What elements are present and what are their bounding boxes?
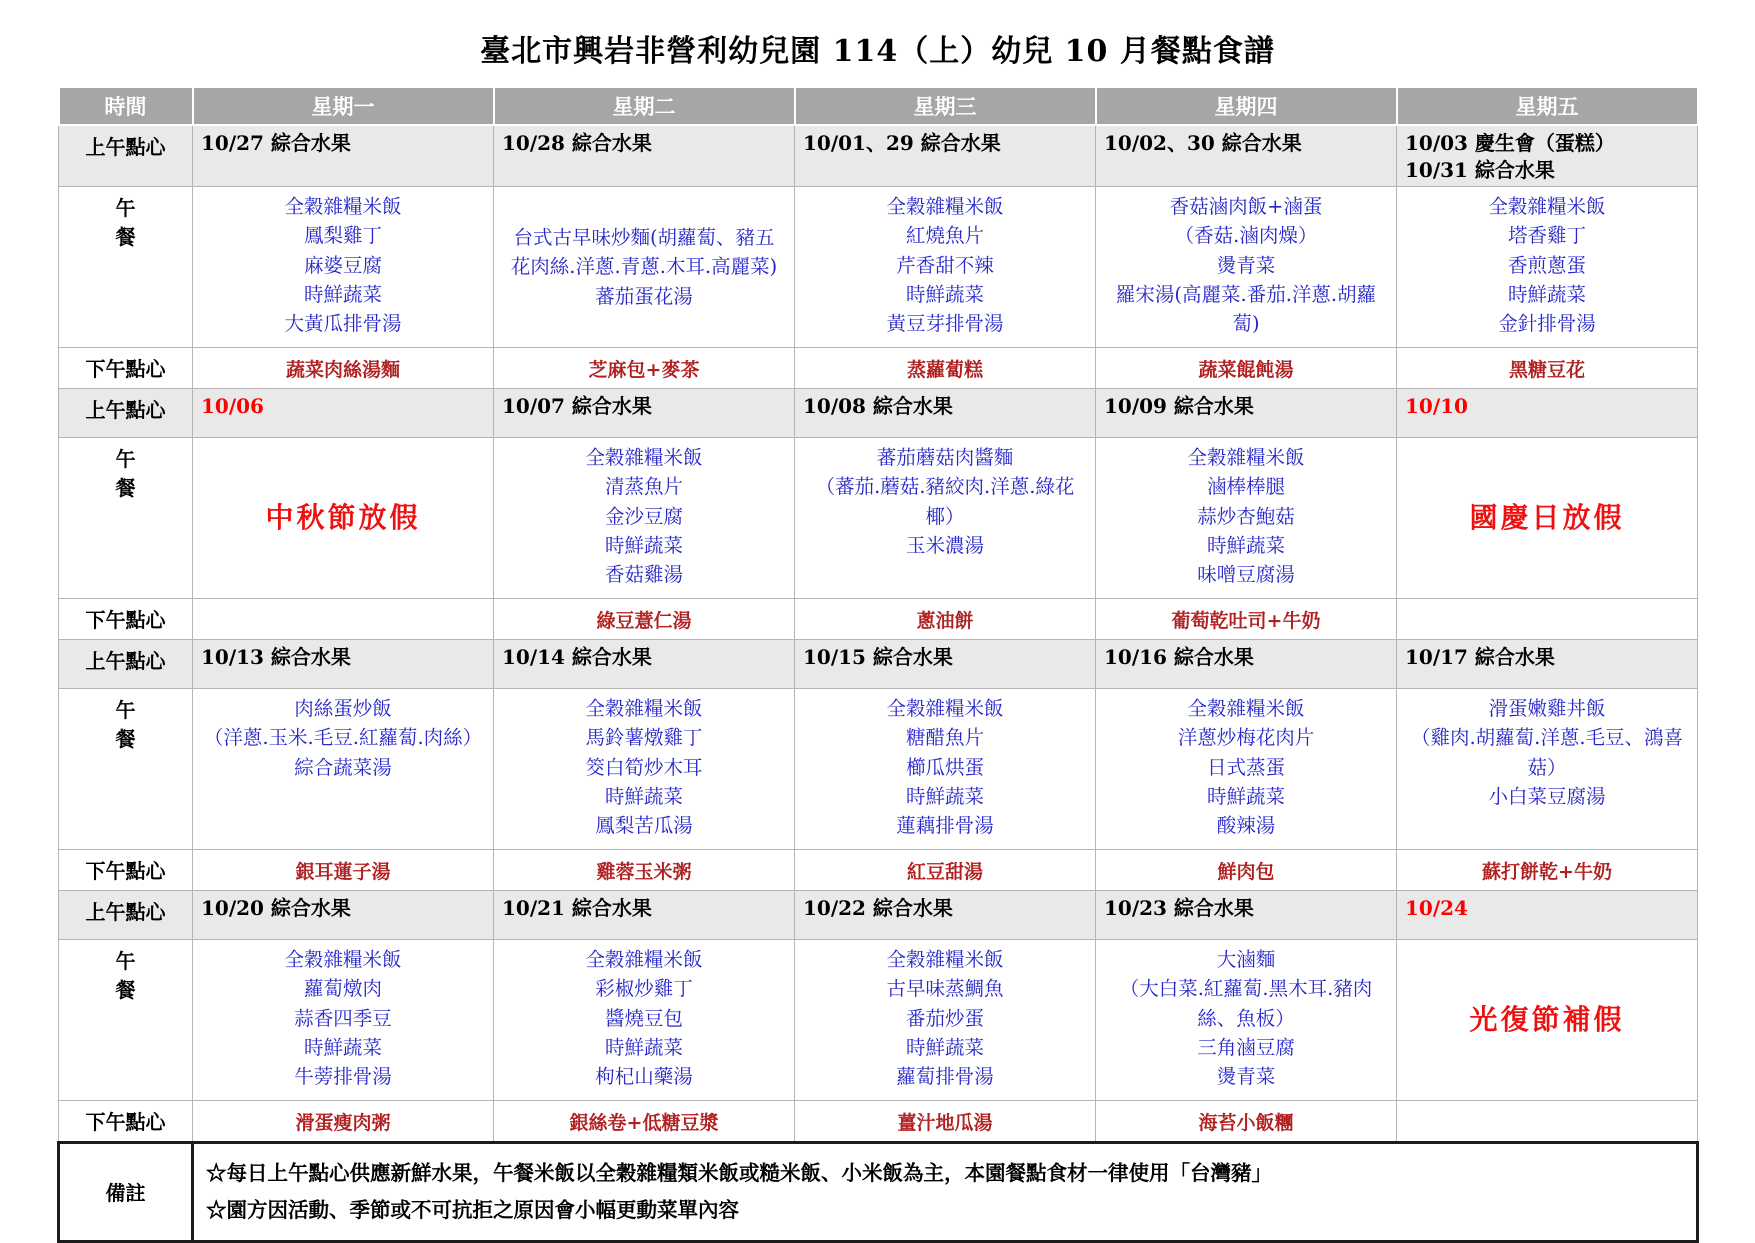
- morning-cell-w3-d2: 10/14 綜合水果: [494, 640, 795, 689]
- page-title: 臺北市興岩非營利幼兒園 114（上）幼兒 10 月餐點食譜: [480, 34, 1275, 69]
- afternoon-snack-row-week4: [59, 1101, 1698, 1143]
- lunch-row-week4: [59, 940, 1698, 1101]
- afternoon-cell-w4-d5: [1397, 1101, 1698, 1143]
- lunch-cell-w4-d1: 全穀雜糧米飯 蘿蔔燉肉 蒜香四季豆 時鮮蔬菜 牛蒡排骨湯: [193, 940, 494, 1101]
- lunch-cell-w1-d1: 全穀雜糧米飯 鳳梨雞丁 麻婆豆腐 時鮮蔬菜 大黃瓜排骨湯: [193, 187, 494, 348]
- morning-snack-row-week2: [59, 389, 1698, 438]
- morning-cell-w4-d5: 10/24: [1397, 891, 1698, 940]
- morning-cell-w4-d3: 10/22 綜合水果: [795, 891, 1096, 940]
- row-label-lunch: 午 餐: [59, 438, 193, 599]
- row-label-morning: 上午點心: [59, 389, 193, 438]
- header-friday: 星期五: [1397, 87, 1698, 125]
- holiday-cell-w2-d1: 中秋節放假: [193, 438, 494, 599]
- morning-cell-w2-d2: 10/07 綜合水果: [494, 389, 795, 438]
- morning-cell-w3-d4: 10/16 綜合水果: [1096, 640, 1397, 689]
- afternoon-cell-w4-d3: 薑汁地瓜湯: [795, 1101, 1096, 1143]
- row-label-morning: 上午點心: [59, 891, 193, 940]
- header-tuesday: 星期二: [494, 87, 795, 125]
- header-time: 時間: [59, 87, 193, 125]
- morning-cell-w4-d2: 10/21 綜合水果: [494, 891, 795, 940]
- morning-snack-row-week4: [59, 891, 1698, 940]
- lunch-cell-w4-d4: 大滷麵 （大白菜.紅蘿蔔.黑木耳.豬肉絲、魚板） 三角滷豆腐 燙青菜: [1096, 940, 1397, 1101]
- afternoon-cell-w1-d2: 芝麻包+麥茶: [494, 348, 795, 389]
- lunch-cell-w3-d5: 滑蛋嫩雞丼飯 （雞肉.胡蘿蔔.洋蔥.毛豆、鴻喜菇） 小白菜豆腐湯: [1397, 689, 1698, 850]
- note-line-2: ☆園方因活動、季節或不可抗拒之原因會小幅更動菜單內容: [206, 1198, 739, 1222]
- row-label-lunch: 午 餐: [59, 187, 193, 348]
- lunch-cell-w2-d3: 蕃茄蘑菇肉醬麵 （蕃茄.蘑菇.豬絞肉.洋蔥.綠花椰） 玉米濃湯: [795, 438, 1096, 599]
- lunch-row-week1: [59, 187, 1698, 348]
- morning-cell-w1-d3: 10/01、29 綜合水果: [795, 125, 1096, 187]
- lunch-cell-w2-d4: 全穀雜糧米飯 滷棒棒腿 蒜炒杏鮑菇 時鮮蔬菜 味噌豆腐湯: [1096, 438, 1397, 599]
- afternoon-cell-w4-d4: 海苔小飯糰: [1096, 1101, 1397, 1143]
- lunch-cell-w1-d3: 全穀雜糧米飯 紅燒魚片 芹香甜不辣 時鮮蔬菜 黃豆芽排骨湯: [795, 187, 1096, 348]
- morning-cell-w1-d5: 10/03 慶生會（蛋糕） 10/31 綜合水果: [1397, 125, 1698, 187]
- afternoon-snack-row-week3: [59, 850, 1698, 891]
- lunch-cell-w1-d2: 台式古早味炒麵(胡蘿蔔、豬五花肉絲.洋蔥.青蔥.木耳.高麗菜) 蕃茄蛋花湯: [494, 187, 795, 348]
- afternoon-cell-w1-d4: 蔬菜餛飩湯: [1096, 348, 1397, 389]
- morning-cell-w2-d1: 10/06: [193, 389, 494, 438]
- header-row: [59, 87, 1698, 125]
- morning-snack-row-week3: [59, 640, 1698, 689]
- morning-cell-w1-d4: 10/02、30 綜合水果: [1096, 125, 1397, 187]
- row-label-lunch: 午 餐: [59, 940, 193, 1101]
- afternoon-cell-w2-d3: 蔥油餅: [795, 599, 1096, 640]
- lunch-cell-w3-d3: 全穀雜糧米飯 糖醋魚片 櫛瓜烘蛋 時鮮蔬菜 蓮藕排骨湯: [795, 689, 1096, 850]
- row-label-lunch: 午 餐: [59, 689, 193, 850]
- afternoon-cell-w2-d5: [1397, 599, 1698, 640]
- lunch-cell-w1-d4: 香菇滷肉飯+滷蛋 （香菇.滷肉燥） 燙青菜 羅宋湯(高麗菜.番茄.洋蔥.胡蘿蔔): [1096, 187, 1397, 348]
- row-label-morning: 上午點心: [59, 640, 193, 689]
- afternoon-cell-w3-d2: 雞蓉玉米粥: [494, 850, 795, 891]
- holiday-cell-w4-d5: 光復節補假: [1397, 940, 1698, 1101]
- lunch-cell-w3-d1: 肉絲蛋炒飯 （洋蔥.玉米.毛豆.紅蘿蔔.肉絲） 綜合蔬菜湯: [193, 689, 494, 850]
- lunch-row-week3: [59, 689, 1698, 850]
- row-label-note: 備註: [59, 1143, 193, 1242]
- afternoon-cell-w3-d3: 紅豆甜湯: [795, 850, 1096, 891]
- header-thursday: 星期四: [1096, 87, 1397, 125]
- afternoon-cell-w1-d1: 蔬菜肉絲湯麵: [193, 348, 494, 389]
- morning-cell-w3-d1: 10/13 綜合水果: [193, 640, 494, 689]
- note-line-1: ☆每日上午點心供應新鮮水果，午餐米飯以全穀雜糧類米飯或糙米飯、小米飯為主，本園餐點食材一律使用「台灣豬」: [206, 1161, 1272, 1186]
- morning-cell-w2-d3: 10/08 綜合水果: [795, 389, 1096, 438]
- note-row: [59, 1143, 1698, 1242]
- lunch-cell-w4-d3: 全穀雜糧米飯 古早味蒸鯛魚 番茄炒蛋 時鮮蔬菜 蘿蔔排骨湯: [795, 940, 1096, 1101]
- lunch-cell-w3-d4: 全穀雜糧米飯 洋蔥炒梅花肉片 日式蒸蛋 時鮮蔬菜 酸辣湯: [1096, 689, 1397, 850]
- morning-cell-w3-d3: 10/15 綜合水果: [795, 640, 1096, 689]
- afternoon-snack-row-week1: [59, 348, 1698, 389]
- row-label-afternoon: 下午點心: [59, 1101, 193, 1143]
- afternoon-cell-w3-d4: 鮮肉包: [1096, 850, 1397, 891]
- afternoon-cell-w4-d1: 滑蛋瘦肉粥: [193, 1101, 494, 1143]
- morning-cell-w1-d2: 10/28 綜合水果: [494, 125, 795, 187]
- morning-cell-w3-d5: 10/17 綜合水果: [1397, 640, 1698, 689]
- lunch-cell-w2-d2: 全穀雜糧米飯 清蒸魚片 金沙豆腐 時鮮蔬菜 香菇雞湯: [494, 438, 795, 599]
- lunch-row-week2: [59, 438, 1698, 599]
- afternoon-cell-w2-d1: [193, 599, 494, 640]
- afternoon-cell-w1-d3: 蒸蘿蔔糕: [795, 348, 1096, 389]
- morning-cell-w2-d5: 10/10: [1397, 389, 1698, 438]
- morning-cell-w2-d4: 10/09 綜合水果: [1096, 389, 1397, 438]
- menu-table: [57, 86, 1699, 1243]
- header-wednesday: 星期三: [795, 87, 1096, 125]
- afternoon-cell-w1-d5: 黑糖豆花: [1397, 348, 1698, 389]
- row-label-afternoon: 下午點心: [59, 348, 193, 389]
- afternoon-cell-w4-d2: 銀絲卷+低糖豆漿: [494, 1101, 795, 1143]
- afternoon-cell-w2-d4: 葡萄乾吐司+牛奶: [1096, 599, 1397, 640]
- afternoon-cell-w3-d5: 蘇打餅乾+牛奶: [1397, 850, 1698, 891]
- row-label-afternoon: 下午點心: [59, 850, 193, 891]
- lunch-cell-w3-d2: 全穀雜糧米飯 馬鈴薯燉雞丁 筊白筍炒木耳 時鮮蔬菜 鳳梨苦瓜湯: [494, 689, 795, 850]
- note-cell: [193, 1143, 1698, 1242]
- morning-cell-w4-d4: 10/23 綜合水果: [1096, 891, 1397, 940]
- afternoon-cell-w2-d2: 綠豆薏仁湯: [494, 599, 795, 640]
- morning-cell-w4-d1: 10/20 綜合水果: [193, 891, 494, 940]
- morning-cell-w1-d1: 10/27 綜合水果: [193, 125, 494, 187]
- lunch-cell-w4-d2: 全穀雜糧米飯 彩椒炒雞丁 醬燒豆包 時鮮蔬菜 枸杞山藥湯: [494, 940, 795, 1101]
- holiday-cell-w2-d5: 國慶日放假: [1397, 438, 1698, 599]
- row-label-morning: 上午點心: [59, 125, 193, 187]
- header-monday: 星期一: [193, 87, 494, 125]
- lunch-cell-w1-d5: 全穀雜糧米飯 塔香雞丁 香煎蔥蛋 時鮮蔬菜 金針排骨湯: [1397, 187, 1698, 348]
- afternoon-cell-w3-d1: 銀耳蓮子湯: [193, 850, 494, 891]
- afternoon-snack-row-week2: [59, 599, 1698, 640]
- row-label-afternoon: 下午點心: [59, 599, 193, 640]
- morning-snack-row-week1: [59, 125, 1698, 187]
